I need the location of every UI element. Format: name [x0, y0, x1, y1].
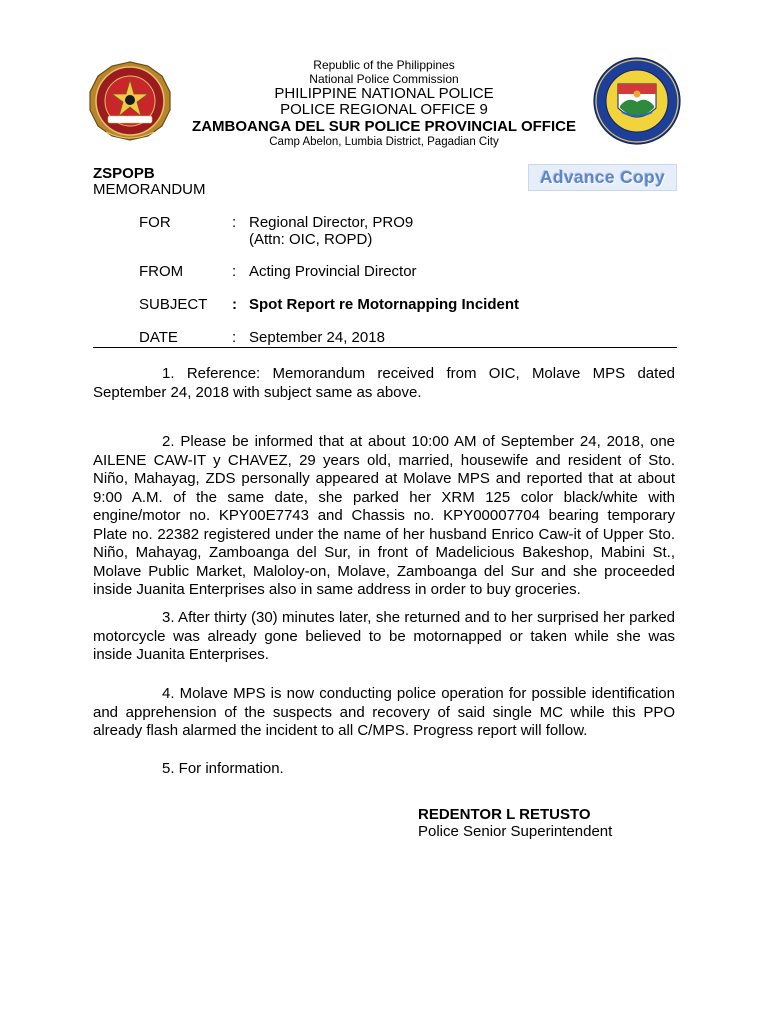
date-colon: :: [232, 329, 237, 346]
letterhead-republic: Republic of the Philippines: [313, 58, 455, 72]
letterhead-pnp: PHILIPPINE NATIONAL POLICE: [274, 85, 494, 102]
date-label: DATE: [139, 329, 178, 346]
letterhead-address: Camp Abelon, Lumbia District, Pagadian City: [269, 136, 499, 148]
header-divider: [93, 347, 677, 348]
paragraph-closing: 5. For information.: [162, 760, 284, 777]
subject-colon: :: [232, 296, 237, 313]
paragraph-discovery: 3. After thirty (30) minutes later, she returned and to her surprised her parked motorcycle was already gone believed to be motornapped or taken while she was inside Juanita Enterprises.: [93, 609, 675, 663]
letterhead-provincial-office: ZAMBOANGA DEL SUR POLICE PROVINCIAL OFFICE: [192, 118, 576, 135]
document-type: MEMORANDUM: [93, 181, 206, 198]
advance-copy-stamp: Advance Copy: [528, 164, 677, 191]
date-value: September 24, 2018: [249, 329, 385, 346]
for-colon: :: [232, 214, 237, 231]
subject-value: Spot Report re Motornapping Incident: [249, 296, 519, 313]
zspo-seal-graphic: [592, 56, 682, 146]
office-code: ZSPOPB: [93, 165, 155, 182]
for-value: Regional Director, PRO9: [249, 214, 414, 231]
pnp-seal-graphic: [86, 60, 174, 142]
for-attention: (Attn: OIC, ROPD): [249, 231, 373, 248]
pnp-seal-icon: [86, 60, 174, 142]
zspo-seal-icon: [592, 56, 682, 146]
paragraph-reference: 1. Reference: Memorandum received from OIC, Molave MPS dated September 24, 2018 with subject same as above.: [93, 365, 675, 401]
paragraph-action-taken: 4. Molave MPS is now conducting police operation for possible identification and apprehension of the suspects and recovery of said single MC while this PPO already flash alarmed the incident to all C/MPS. Progress report will follow.: [93, 685, 675, 739]
subject-label: SUBJECT: [139, 296, 208, 313]
signatory-name: REDENTOR L RETUSTO: [418, 806, 591, 823]
from-label: FROM: [139, 263, 184, 280]
paragraph-incident-details: 2. Please be informed that at about 10:00 AM of September 24, 2018, one AILENE CAW-IT y CHAVEZ, 29 years old, married, housewife and resident of Sto. Niño, Mahayag, ZDS personally appeared at Molave MPS and reported that at about 9:00 A.M. of the same date, she parked her XRM 125 color black/white with engine/motor no. KPY00E7743 and Chassis no. KPY00007704 bearing temporary Plate no. 22382 registered under the name of her husband Enrico Caw-it of Upper Sto. Niño, Mahayag, Zamboanga del Sur, in front of Madelicious Bakeshop, Mabini St., Molave Public Market, Maloloy-on, Molave, Zamboanga del Sur and she proceeded inside Juanita Enterprises also in same address in order to buy groceries.: [93, 433, 675, 598]
for-label: FOR: [139, 214, 171, 231]
signatory-title: Police Senior Superintendent: [418, 823, 613, 840]
letterhead-regional-office: POLICE REGIONAL OFFICE 9: [280, 101, 488, 118]
from-colon: :: [232, 263, 237, 280]
from-value: Acting Provincial Director: [249, 263, 417, 280]
letterhead-napolcom: National Police Commission: [309, 72, 459, 86]
